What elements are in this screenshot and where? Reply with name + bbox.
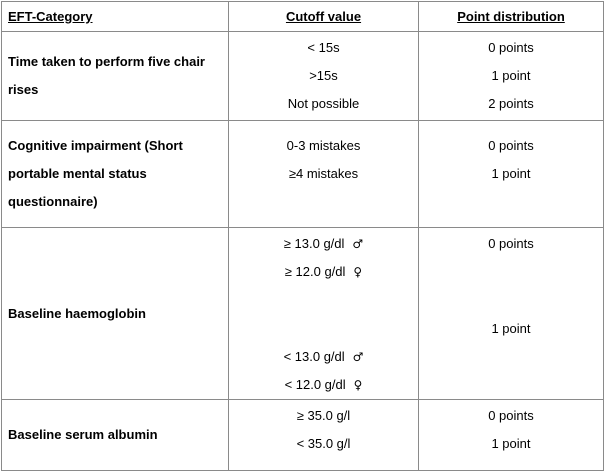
cutoff-text: < 12.0 g/dl [284,377,346,392]
spacer [229,286,418,343]
points-value: 1 point [491,166,531,181]
cutoff-cell [229,400,419,471]
points-cell [419,400,604,471]
header-category: EFT-Category [2,2,229,32]
points-value: 2 points [488,96,534,111]
spacer [419,258,603,315]
cutoff-value: Not possible [287,96,360,111]
female-symbol-icon: ♀ [353,265,363,279]
male-symbol-icon: ♂ [352,237,364,251]
cutoff-cell [229,228,419,400]
points-value: 0 points [488,138,534,153]
category-cell: Time taken to perform five chair rises [2,32,229,121]
category-cell: Baseline serum albumin [2,400,229,471]
table-row [2,32,604,121]
cutoff-value [229,343,418,371]
eft-scoring-table [1,1,604,471]
cutoff-value: >15s [309,68,338,83]
table-row [2,121,604,228]
cutoff-value: < 15s [307,40,340,55]
cutoff-cell [229,32,419,121]
header-points: Point distribution [419,2,604,32]
header-row [2,2,604,32]
points-cell [419,228,604,400]
cutoff-value [229,258,418,286]
cutoff-text: < 13.0 g/dl [283,349,345,364]
points-value: 1 point [491,68,531,83]
header-cutoff: Cutoff value [229,2,419,32]
points-cell [419,32,604,121]
points-cell [419,121,604,228]
cutoff-value: 0-3 mistakes [286,138,361,153]
cutoff-text: ≥ 13.0 g/dl [283,236,345,251]
points-value: 0 points [488,40,534,55]
cutoff-value: ≥4 mistakes [288,166,359,181]
category-cell: Cognitive impairment (Short portable mental status questionnaire) [2,121,229,228]
points-value: 1 point [491,321,531,336]
cutoff-text: ≥ 12.0 g/dl [284,264,346,279]
cutoff-value [229,371,418,399]
cutoff-value [229,230,418,258]
cutoff-value: < 35.0 g/l [296,436,351,451]
cutoff-value: ≥ 35.0 g/l [296,408,351,423]
points-value: 1 point [491,436,531,451]
table-row [2,228,604,400]
points-value: 0 points [488,236,534,251]
female-symbol-icon: ♀ [353,378,363,392]
table-row [2,400,604,471]
points-value: 0 points [488,408,534,423]
cutoff-cell [229,121,419,228]
category-cell: Baseline haemoglobin [2,228,229,400]
male-symbol-icon: ♂ [352,350,364,364]
